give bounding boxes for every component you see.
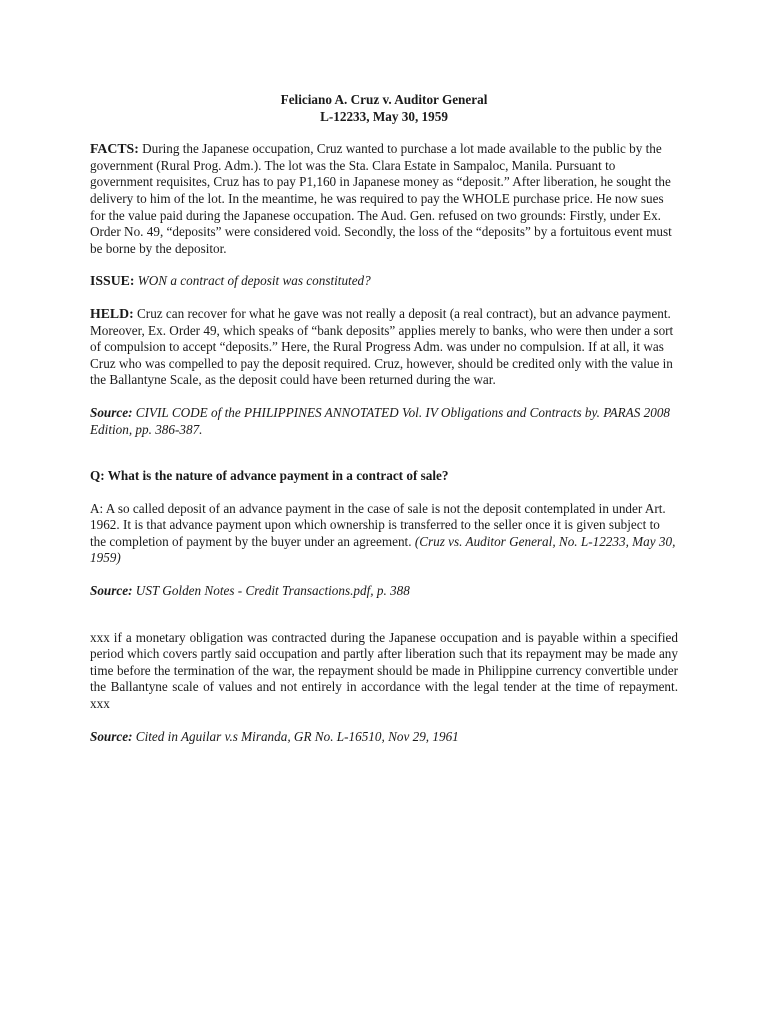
case-title: Feliciano A. Cruz v. Auditor General	[280, 92, 488, 107]
answer-citation: (Cruz vs. Auditor General, No. L-12233, May 30, 1959)	[90, 533, 676, 566]
issue-paragraph	[90, 273, 678, 290]
answer-text: A: A so called deposit of an advance payment in the case of sale is not the deposit contemplated in under Art. 1962. It is that advance payment upon which ownership is transferred to the seller once it is given subject to the completion of payment by the buyer under an agreement.	[90, 500, 666, 549]
source-label-2: Source:	[90, 583, 133, 599]
source-paragraph-2	[90, 583, 678, 600]
facts-label: FACTS:	[90, 141, 139, 157]
source-text-3: Cited in Aguilar v.s Miranda, GR No. L-16510, Nov 29, 1961	[132, 728, 459, 744]
source-text-2: UST Golden Notes - Credit Transactions.pdf, p. 388	[132, 583, 410, 599]
case-citation: L-12233, May 30, 1959	[320, 108, 448, 124]
issue-label: ISSUE:	[90, 273, 135, 289]
held-label: HELD:	[90, 305, 134, 321]
document-page	[90, 92, 678, 745]
source-label-3: Source:	[90, 728, 133, 744]
facts-paragraph	[90, 141, 678, 257]
source-paragraph-1	[90, 405, 678, 438]
source-text-1: CIVIL CODE of the PHILIPPINES ANNOTATED Vol. IV Obligations and Contracts by. PARAS 2008 Edition, pp. 386-387.	[90, 404, 671, 437]
source-paragraph-3	[90, 729, 678, 746]
held-paragraph	[90, 306, 678, 389]
source-label-1: Source:	[90, 404, 133, 420]
issue-text: WON a contract of deposit was constituted?	[134, 273, 371, 289]
excerpt-paragraph: xxx if a monetary obligation was contracted during the Japanese occupation and is payable within a specified period which covers partly said occupation and partly after liberation such that its repayment may be made any time before the termination of the war, the repayment should be made in Philippine currency convertible under the Ballantyne scale of values and not entirely in accordance with the legal tender at the time of repayment. xxx	[90, 629, 678, 712]
answer-paragraph	[90, 501, 678, 567]
facts-text: During the Japanese occupation, Cruz wanted to purchase a lot made available to the public by the government (Rural Prog. Adm.). The lot was the Sta. Clara Estate in Sampaloc, Manila. Pursuant to government requisites, Cruz has to pay P1,160 in Japanese money as “deposit.” After liberation, he sought the delivery to him of the lot. In the meantime, he was required to pay the WHOLE purchase price. He now sues for the value paid during the Japanese occupation. The Aud. Gen. refused on two grounds: Firstly, under Ex. Order No. 49, “deposits” were considered void. Secondly, the loss of the “deposits” by a fortuitous event must be borne by the depositor.	[90, 141, 672, 256]
question-heading: Q: What is the nature of advance payment in a contract of sale?	[90, 468, 449, 484]
held-text: Cruz can recover for what he gave was not really a deposit (a real contract), but an advance payment. Moreover, Ex. Order 49, which speaks of “bank deposits” applies merely to banks, who were then under a sort of compulsion to accept “deposits.” Here, the Rural Progress Adm. was under no compulsion. If at all, it was Cruz who was compelled to pay the deposit required. Cruz, however, should be credited only with the value in the Ballantyne Scale, as the deposit could have been returned during the war.	[90, 305, 674, 388]
